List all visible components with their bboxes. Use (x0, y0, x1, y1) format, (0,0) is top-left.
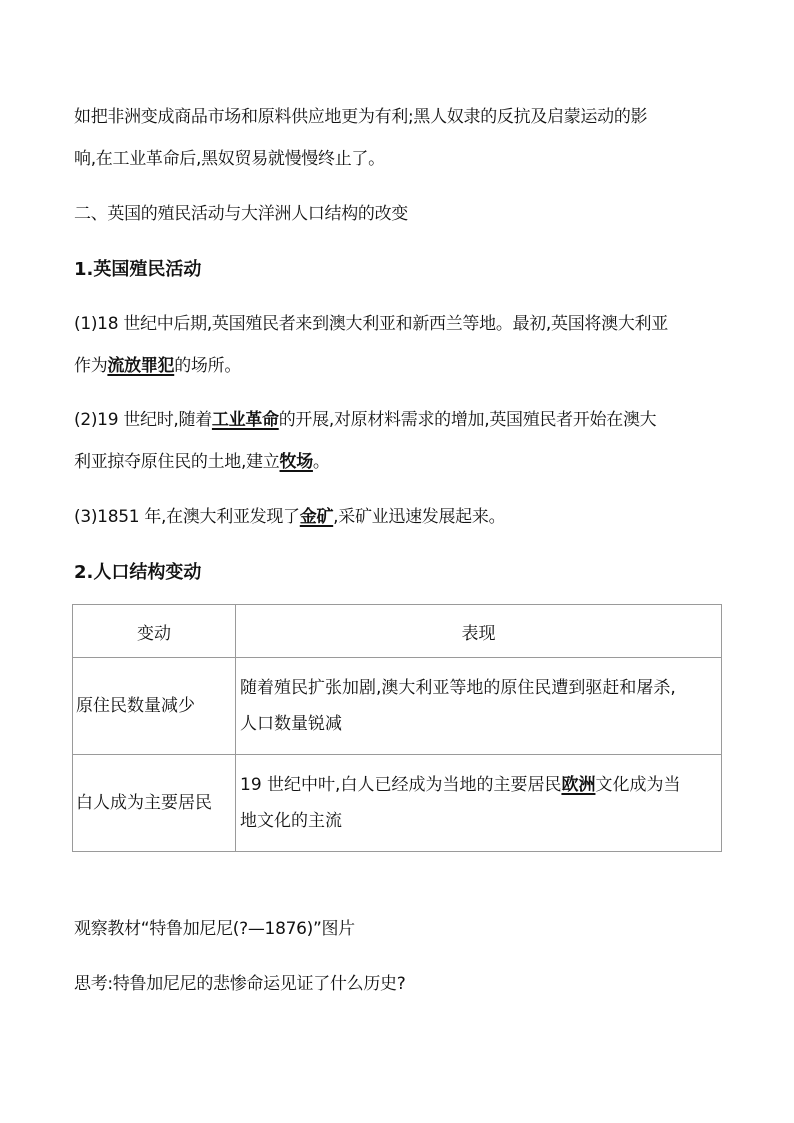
item-2-text-d: 。 (312, 452, 330, 472)
item-2-text-c: 利亚掠夺原住民的土地,建立 (74, 452, 280, 472)
row-2-text-b: 文化成为当 (595, 775, 681, 795)
item-2-line-1 (74, 399, 724, 441)
item-1-text-a: 作为 (74, 356, 108, 376)
item-2 (74, 399, 724, 483)
heading-colonial-activity: 1.英国殖民活动 (74, 259, 202, 280)
table-cell-manifestation (236, 658, 722, 755)
item-1-line-2 (74, 345, 724, 387)
row-2-line-1 (240, 767, 717, 803)
table-row (73, 658, 722, 755)
row-1-line-1: 随着殖民扩张加剧,澳大利亚等地的原住民遭到驱赶和屠杀, (240, 678, 676, 698)
item-3 (74, 496, 724, 538)
answer-gold-mine: 金矿 (299, 507, 334, 527)
item-3-text-a: (3)1851 年,在澳大利亚发现了 (74, 507, 300, 527)
item-1-line-1: (1)18 世纪中后期,英国殖民者来到澳大利亚和新西兰等地。最初,英国将澳大利亚 (74, 314, 668, 334)
intro-line-2: 响,在工业革命后,黑奴贸易就慢慢终止了。 (74, 149, 385, 169)
row-2-line-2: 地文化的主流 (240, 811, 342, 831)
answer-europe: 欧洲 (561, 775, 596, 795)
item-2-text-a: (2)19 世纪时,随着 (74, 410, 212, 430)
think-question: 思考:特鲁加尼尼的悲惨命运见证了什么历史? (74, 974, 406, 994)
row-1-line-2: 人口数量锐减 (240, 714, 342, 734)
item-1 (74, 303, 724, 387)
answer-ranches: 牧场 (279, 452, 313, 472)
table-header-manifestation: 表现 (236, 605, 722, 658)
table-row (73, 755, 722, 852)
answer-convicts: 流放罪犯 (107, 356, 175, 376)
answer-industrial-revolution: 工业革命 (211, 410, 279, 430)
item-2-text-b: 的开展,对原材料需求的增加,英国殖民者开始在澳大 (278, 410, 657, 430)
row-2-text-a: 19 世纪中叶,白人已经成为当地的主要居民 (240, 775, 562, 795)
intro-paragraph (74, 96, 724, 180)
intro-line-1: 如把非洲变成商品市场和原料供应地更为有利;黑人奴隶的反抗及启蒙运动的影 (74, 107, 648, 127)
table-cell-change: 白人成为主要居民 (73, 755, 236, 852)
table-cell-manifestation (236, 755, 722, 852)
table-cell-change: 原住民数量减少 (73, 658, 236, 755)
observe-prompt: 观察教材“特鲁加尼尼(?—1876)”图片 (74, 919, 355, 939)
population-change-table (72, 604, 722, 852)
table-header-row (73, 605, 722, 658)
item-2-line-2 (74, 441, 724, 483)
item-3-text-b: ,采矿业迅速发展起来。 (333, 507, 506, 527)
section-two-title: 二、英国的殖民活动与大洋洲人口结构的改变 (74, 204, 408, 224)
table-header-change: 变动 (73, 605, 236, 658)
heading-population-change: 2.人口结构变动 (74, 562, 202, 583)
item-1-text-b: 的场所。 (174, 356, 242, 376)
